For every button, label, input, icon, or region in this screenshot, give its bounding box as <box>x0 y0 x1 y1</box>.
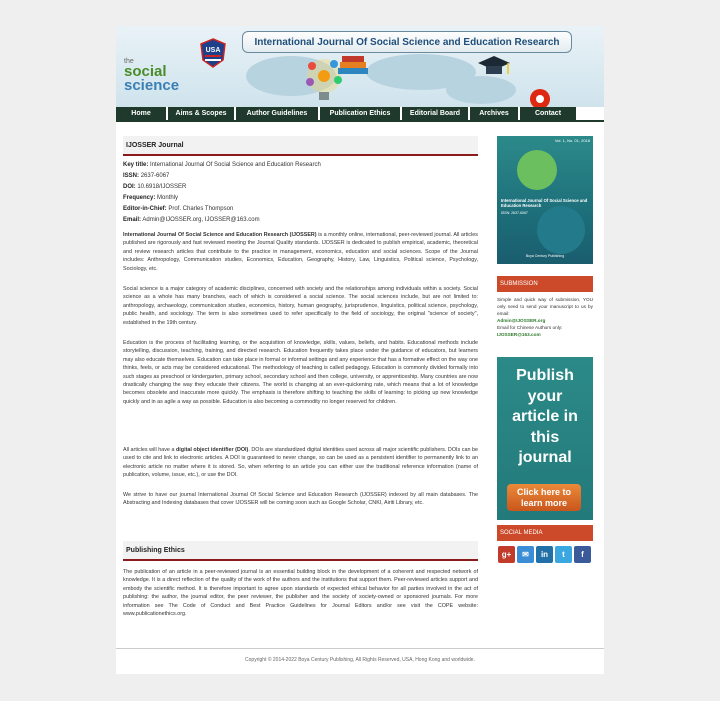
section-title-ethics: Publishing Ethics <box>123 541 478 561</box>
usa-badge-text: USA <box>205 47 221 54</box>
logo-science: science <box>124 77 180 94</box>
submission-heading: SUBMISSION <box>497 276 593 292</box>
submission-email-link[interactable]: Admin@IJOSSER.org <box>497 318 546 323</box>
chinese-authors-label: Email for Chinese Authors only: <box>497 325 563 330</box>
map-shape <box>446 76 516 104</box>
key-title-label: Key title: <box>123 162 149 168</box>
cover-volume: Vol. 1, No. 01, 2018 <box>554 138 590 143</box>
section-title-journal: IJOSSER Journal <box>123 136 478 156</box>
issn-value: 2637-6067 <box>140 173 170 179</box>
frequency-label: Frequency: <box>123 195 156 201</box>
header-banner <box>116 26 604 107</box>
promo-text <box>497 366 593 469</box>
hong-kong-flag-icon <box>530 89 550 107</box>
cover-illustration <box>517 150 557 190</box>
nav-author-guidelines[interactable]: Author Guidelines <box>236 107 318 120</box>
journal-banner-title: International Journal Of Social Science and Education Research <box>242 31 572 53</box>
learn-more-button[interactable]: Click here to learn more <box>507 484 581 511</box>
key-title-row <box>123 162 321 168</box>
nav-publication-ethics[interactable]: Publication Ethics <box>320 107 400 120</box>
social-science-paragraph: Social science is a major category of academic disciplines, concerned with society and the relationships among individuals within a society. Social science as a whole has many branches, each of which is considered a social science. The social sciences include, but are not limited to: anthropology, archaeology, communication studies, economics, history, human geography, jurisprudence, linguistics, political science, psychology, public health, and sociology. The term is also sometimes used to refer specifically to the field of sociology, the original "science of society", established in the 19th century. <box>123 286 478 326</box>
promo-line: your <box>527 387 563 405</box>
cover-globe <box>537 206 585 254</box>
cover-title: International Journal Of Social Science and Education Research <box>501 198 588 208</box>
promo-line: article in <box>512 408 578 425</box>
social-media-heading: SOCIAL MEDIA <box>497 525 593 541</box>
email-label: Email: <box>123 217 142 223</box>
twitter-icon[interactable]: t <box>555 546 572 563</box>
cover-publisher: Boya Century Publishing <box>525 254 565 258</box>
footer-divider <box>116 648 604 649</box>
journal-intro-text: is a monthly online, international, peer-reviewed journal. All articles published are rigorously and fast reviewed meeting the Journal Quality standards. IJOSSER is dedicated to publish empirical, academic, theoretical and review research articles that contribute to the practice in management, economics, education and social sciences. Scope of the Journal includes: Anthropology, Communication studies, Economics, Education, Geography, History, Law, Linguistics, Political science, Psychology, Sociology, etc. <box>123 232 478 272</box>
chinese-email-link[interactable]: IJOSSER@163.com <box>497 332 541 337</box>
submission-text <box>497 296 593 338</box>
nav-contact[interactable]: Contact <box>520 107 576 120</box>
email-icon[interactable]: ✉ <box>517 546 534 563</box>
page <box>116 26 604 674</box>
frequency-row <box>123 195 178 201</box>
nav-aims-scopes[interactable]: Aims & Scopes <box>168 107 234 120</box>
journal-cover-image[interactable] <box>497 136 593 264</box>
facebook-icon[interactable]: f <box>574 546 591 563</box>
books-icon <box>336 52 370 78</box>
cover-issn: ISSN: 2637-6067 <box>501 211 528 215</box>
submission-description: Simple and quick way of submission, YOU only need to send your manuscript to us by email: <box>497 297 593 316</box>
nav-archives[interactable]: Archives <box>470 107 518 120</box>
email-value[interactable]: Admin@IJOSSER.org, IJOSSER@163.com <box>142 217 260 223</box>
key-title-value: International Journal Of Social Science and Education Research <box>150 162 321 168</box>
publish-promo-banner[interactable] <box>497 357 593 520</box>
nav-editorial-board[interactable]: Editorial Board <box>402 107 468 120</box>
doi-label: DOI: <box>123 184 136 190</box>
logo-the: the <box>124 58 134 65</box>
journal-intro-paragraph <box>123 231 478 273</box>
editor-label: Editor-in-Chief: <box>123 206 167 212</box>
email-row <box>123 217 260 223</box>
logo-social: social <box>124 63 167 80</box>
ethics-paragraph: The publication of an article in a peer-reviewed journal is an essential building block in the development of a coherent and respected network of knowledge. It is a direct reflection of the quality of the work of the authors and the institutions that support them. Peer-reviewed articles support and embody the scientific method. It is therefore important to agree upon standards of expected ethical behavior for all parties involved in the act of publishing: the author, the journal editor, the peer reviewer, the publisher and the society of society-owned or sponsored journals. For more information see The Code of Conduct and Best Practice Guidelines for Journal Editors and/or see visit the COPE website: www.publicationethics.org. <box>123 569 478 618</box>
nav-home[interactable]: Home <box>116 107 166 120</box>
doi-paragraph <box>123 446 478 480</box>
editor-value: Prof. Charles Thompson <box>168 206 234 212</box>
doi-strong: digital object identifier (DOI) <box>176 447 249 453</box>
usa-badge-icon <box>200 38 226 68</box>
social-science-logo[interactable] <box>124 58 188 98</box>
nav-underline <box>116 120 604 122</box>
promo-line: Publish <box>516 367 574 384</box>
doi-value: 10.6918/IJOSSER <box>137 184 187 190</box>
doi-pre-text: All articles will have a <box>123 447 176 453</box>
indexing-paragraph: We strive to have our journal International Journal Of Social Science and Education Research (IJOSSER) indexed by all main databases. The Abstracting and Indexing databases that cover IJOSSER will be coming soon such as Google Scholar, CNKI, Airiti Library, etc. <box>123 492 478 507</box>
doi-row <box>123 184 186 190</box>
footer-copyright: Copyright © 2014-2022 Boya Century Publishing, All Rights Reserved, USA, Hong Kong and worldwide. <box>245 657 475 663</box>
promo-line: journal <box>518 449 572 466</box>
editor-row <box>123 206 233 212</box>
google-plus-icon[interactable]: g+ <box>498 546 515 563</box>
doi-text: . DOIs are standardized digital identities used across all major scientific publishers. DOIs can be used to cite and link to electronic articles. A DOI is guaranteed to never change, so can be used as a persistent identifier to permanently link to an electronic article no matter where it is stored. So, when referring to an article you can either use the traditional reference information (name of publication, volume, issue, etc.), or use the DOI. <box>123 447 478 479</box>
promo-line: this <box>530 428 560 446</box>
linkedin-icon[interactable]: in <box>536 546 553 563</box>
main-nav <box>116 107 604 121</box>
education-paragraph: Education is the process of facilitating learning, or the acquisition of knowledge, skills, values, beliefs, and habits. Educational methods include storytelling, discussion, teaching, training, and directed research. Education frequently takes place under the guidance of educators, but learners may also educate themselves. Education can take place in formal or informal settings and any experience that has a formative effect on the way one thinks, feels, or acts may be considered educational. The methodology of teaching is called pedagogy. Education is commonly divided formally into such stages as preschool or kindergarten, primary school, secondary school and then college, university, or apprenticeship. Many countries are now drastically changing the way they educate their citizens. The world is changing at an ever-quickening rate, which means that a lot of knowledge becomes obsolete and inaccurate more quickly. The emphasis is therefore shifting to teaching the skills of learning: to picking up new knowledge quickly and in as agile a way as possible. Education is also becoming a commodity no longer reserved for children. <box>123 340 478 405</box>
issn-row <box>123 173 169 179</box>
graduation-cap-icon <box>476 54 512 80</box>
frequency-value: Monthly <box>157 195 179 201</box>
issn-label: ISSN: <box>123 173 140 179</box>
journal-name-strong: International Journal Of Social Science and Education Research (IJOSSER) <box>123 232 317 238</box>
